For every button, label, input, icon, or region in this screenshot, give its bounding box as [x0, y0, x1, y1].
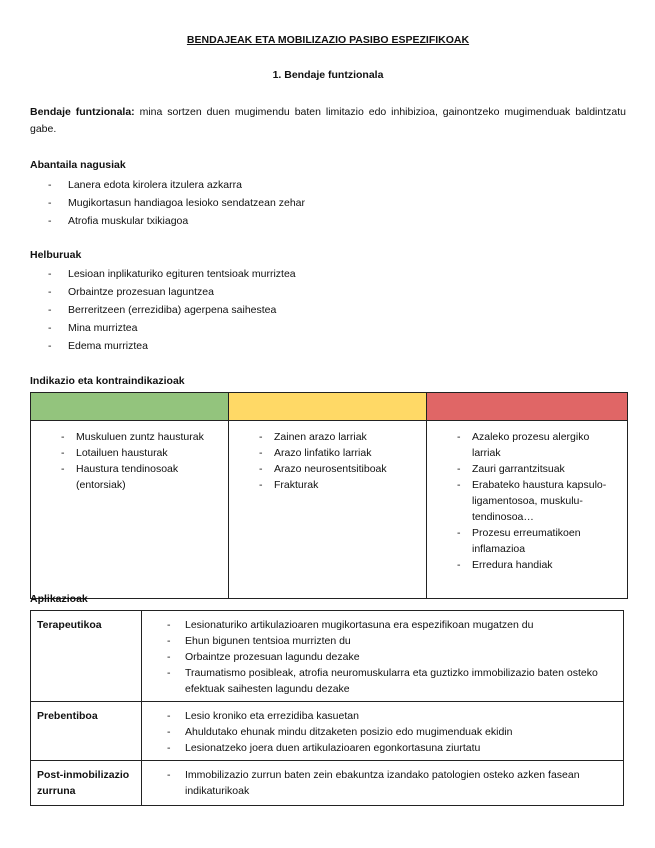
aplikazioak-heading: Aplikazioak	[30, 593, 88, 605]
list-item: - Lesionaturiko artikulazioaren mugikortasuna era espezifikoan mugatzen du	[150, 617, 615, 633]
list-item: - Haustura tendinosoak (entorsiak)	[39, 461, 220, 493]
aplikazioak-table	[30, 610, 624, 806]
list-item: - Zauri garrantzitsuak	[435, 461, 619, 477]
list-item: - Immobilizazio zurrun baten zein ebakuntza izandako patologien osteko azken fasean indikaturikoak	[150, 767, 615, 799]
list-item: - Muskuluen zuntz hausturak	[39, 429, 220, 445]
list-item: - Ahuldutako ehunak mindu ditzaketen posizio edo mugimenduak ekidin	[150, 724, 615, 740]
list-item: - Orbaintze prozesuan lagundu dezake	[150, 649, 615, 665]
list-item: - Azaleko prozesu alergiko larriak	[435, 429, 619, 461]
row-label: Post-inmobilizazio zurruna	[31, 761, 142, 806]
row-label: Terapeutikoa	[31, 611, 142, 702]
red-list	[435, 429, 619, 573]
green-list	[39, 429, 220, 493]
list-item: - Erabateko haustura kapsulo-ligamentosoa, muskulu-tendinosoa…	[435, 477, 619, 525]
list-item: - Mugikortasun handiagoa lesioko sendatzean zehar	[30, 194, 305, 212]
list-item: - Frakturak	[237, 477, 418, 493]
list-item: - Arazo neurosentsitiboak	[237, 461, 418, 477]
indikazio-green-header	[31, 393, 229, 421]
table-row	[31, 761, 624, 806]
table-row	[31, 611, 624, 702]
indikazioak-table	[30, 392, 628, 599]
list-item: - Atrofia muskular txikiagoa	[30, 212, 305, 230]
list-item: - Lesioan inplikaturiko egituren tentsioak murriztea	[30, 265, 296, 283]
row-label: Prebentiboa	[31, 702, 142, 761]
helburuak-list	[30, 265, 296, 355]
list-item: - Prozesu erreumatikoen inflamazioa	[435, 525, 619, 557]
indikazio-red-cell	[427, 421, 628, 599]
row-content	[142, 702, 624, 761]
list-item: - Zainen arazo larriak	[237, 429, 418, 445]
intro-paragraph	[30, 104, 626, 138]
list-item: - Lesionatzeko joera duen artikulazioaren egonkortasuna ziurtatu	[150, 740, 615, 756]
list-item: - Arazo linfatiko larriak	[237, 445, 418, 461]
section-subtitle: 1. Bendaje funtzionala	[272, 69, 384, 81]
intro-text: mina sortzen duen mugimendu baten limitazio edo inhibizioa, gainontzeko mugimenduak baldintzatu gabe.	[30, 106, 626, 135]
indikazio-green-cell	[31, 421, 229, 599]
indikazio-yellow-header	[229, 393, 427, 421]
list-item: - Lanera edota kirolera itzulera azkarra	[30, 176, 305, 194]
list-item: - Orbaintze prozesuan laguntzea	[30, 283, 296, 301]
list-item: - Mina murriztea	[30, 319, 296, 337]
table-row	[31, 702, 624, 761]
list-item: - Traumatismo posibleak, atrofia neuromuskularra eta guztizko immobilizazio baten osteko efektuak saihesten lagundu dezake	[150, 665, 615, 697]
yellow-list	[237, 429, 418, 493]
list-item: - Lotailuen hausturak	[39, 445, 220, 461]
list-item: - Edema murriztea	[30, 337, 296, 355]
indikazioak-heading: Indikazio eta kontraindikazioak	[30, 375, 185, 387]
list-item: - Erredura handiak	[435, 557, 619, 573]
intro-term: Bendaje funtzionala:	[30, 106, 135, 118]
row-content	[142, 761, 624, 806]
list-item: - Lesio kroniko eta errezidiba kasuetan	[150, 708, 615, 724]
row-content	[142, 611, 624, 702]
abantailak-heading: Abantaila nagusiak	[30, 159, 126, 171]
list-item: - Ehun bigunen tentsioa murrizten du	[150, 633, 615, 649]
list-item: - Berreritzeen (errezidiba) agerpena saihestea	[30, 301, 296, 319]
indikazio-yellow-cell	[229, 421, 427, 599]
abantailak-list	[30, 176, 305, 230]
helburuak-heading: Helburuak	[30, 249, 82, 261]
document-title: BENDAJEAK ETA MOBILIZAZIO PASIBO ESPEZIFIKOAK	[186, 34, 470, 46]
indikazio-red-header	[427, 393, 628, 421]
